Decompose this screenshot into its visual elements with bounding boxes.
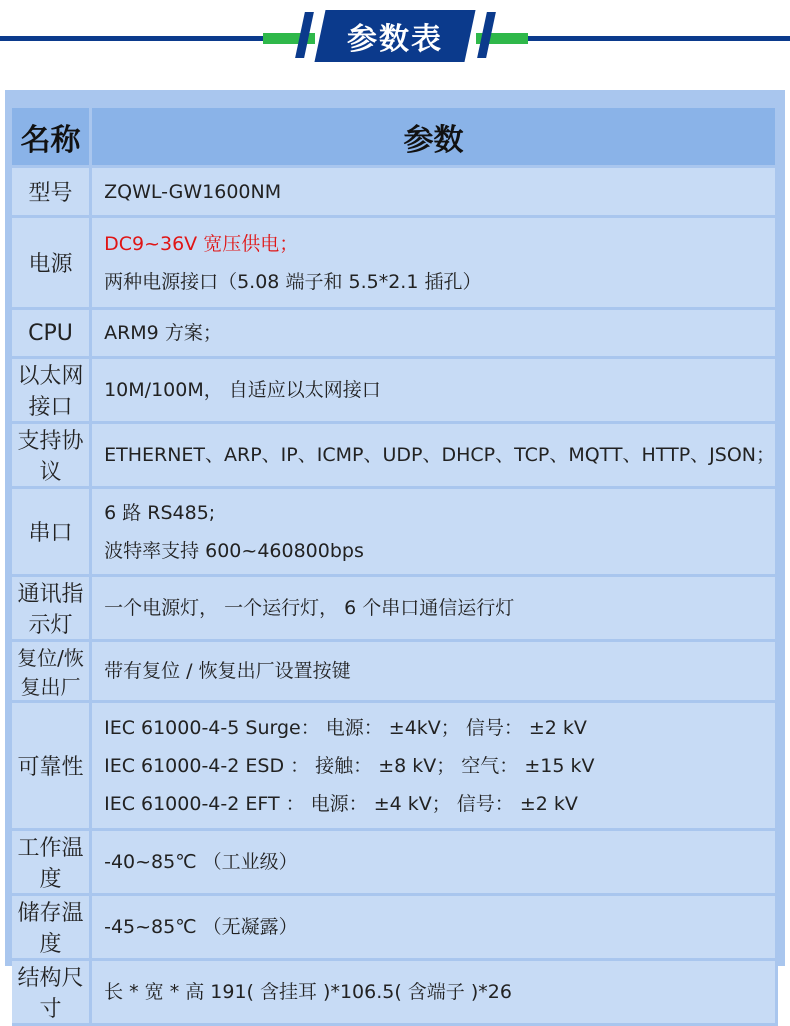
column-header-name: 名称 [12, 108, 92, 168]
row-value-line: 6 路 RS485; [104, 501, 216, 524]
row-value-line: IEC 61000-4-2 ESD ： 接触： ±8 kV； 空气： ±15 kV [104, 754, 595, 777]
table-row [12, 489, 778, 577]
row-name: 通讯指示灯 [12, 577, 92, 642]
table-row [12, 703, 778, 831]
row-value-line: 一个电源灯， 一个运行灯， 6 个串口通信运行灯 [104, 597, 515, 619]
banner-line-left [0, 36, 272, 41]
row-value-line: 波特率支持 600~460800bps [104, 539, 364, 562]
table-row [12, 310, 778, 359]
parameter-table [12, 108, 778, 1026]
row-name: 以太网接口 [12, 359, 92, 424]
row-name: 电源 [12, 218, 92, 310]
row-name: 复位/恢复出厂 [12, 642, 92, 703]
row-value [92, 359, 778, 424]
table-row [12, 424, 778, 489]
row-name: 工作温度 [12, 831, 92, 896]
row-value-line: -40~85℃ （工业级） [104, 851, 298, 873]
row-name: 结构尺寸 [12, 961, 92, 1026]
table-row [12, 218, 778, 310]
row-name: 可靠性 [12, 703, 92, 831]
page-title: 参数表 [347, 22, 443, 57]
row-name: 储存温度 [12, 896, 92, 961]
row-value-line: 长 * 宽 * 高 191( 含挂耳 )*106.5( 含端子 )*26 [104, 981, 512, 1003]
row-value [92, 642, 778, 703]
row-value-line: IEC 61000-4-5 Surge： 电源： ±4kV； 信号： ±2 kV [104, 716, 587, 739]
row-name: CPU [12, 310, 92, 359]
table-row [12, 577, 778, 642]
row-value-line: -45~85℃ （无凝露） [104, 916, 298, 938]
row-name: 串口 [12, 489, 92, 577]
table-row [12, 168, 778, 218]
table-row [12, 961, 778, 1026]
table-header-row [12, 108, 778, 168]
row-value [92, 168, 778, 218]
banner-line-right [524, 36, 790, 41]
row-value [92, 831, 778, 896]
row-name: 型号 [12, 168, 92, 218]
row-value [92, 310, 778, 359]
row-value-line: ZQWL-GW1600NM [104, 180, 282, 203]
row-value-line: 带有复位 / 恢复出厂设置按键 [104, 660, 351, 682]
row-value [92, 424, 778, 489]
table-row [12, 831, 778, 896]
table-row [12, 359, 778, 424]
row-value-line: ARM9 方案； [104, 322, 222, 344]
row-value-line: ETHERNET、ARP、IP、ICMP、UDP、DHCP、TCP、MQTT、HTTP、JSON； [104, 444, 775, 466]
header-banner [0, 0, 790, 80]
table-row [12, 642, 778, 703]
column-header-param: 参数 [92, 108, 778, 168]
row-value-line: IEC 61000-4-2 EFT ： 电源： ±4 kV； 信号： ±2 kV [104, 792, 578, 815]
row-value [92, 703, 778, 831]
row-value [92, 577, 778, 642]
row-value-line: 10M/100M， 自适应以太网接口 [104, 379, 381, 401]
row-value [92, 896, 778, 961]
row-value [92, 961, 778, 1026]
row-value [92, 489, 778, 577]
row-value-line: DC9~36V 宽压供电； [104, 232, 299, 255]
table-row [12, 896, 778, 961]
row-value [92, 218, 778, 310]
row-name: 支持协议 [12, 424, 92, 489]
row-value-line: 两种电源接口（5.08 端子和 5.5*2.1 插孔） [104, 270, 482, 293]
